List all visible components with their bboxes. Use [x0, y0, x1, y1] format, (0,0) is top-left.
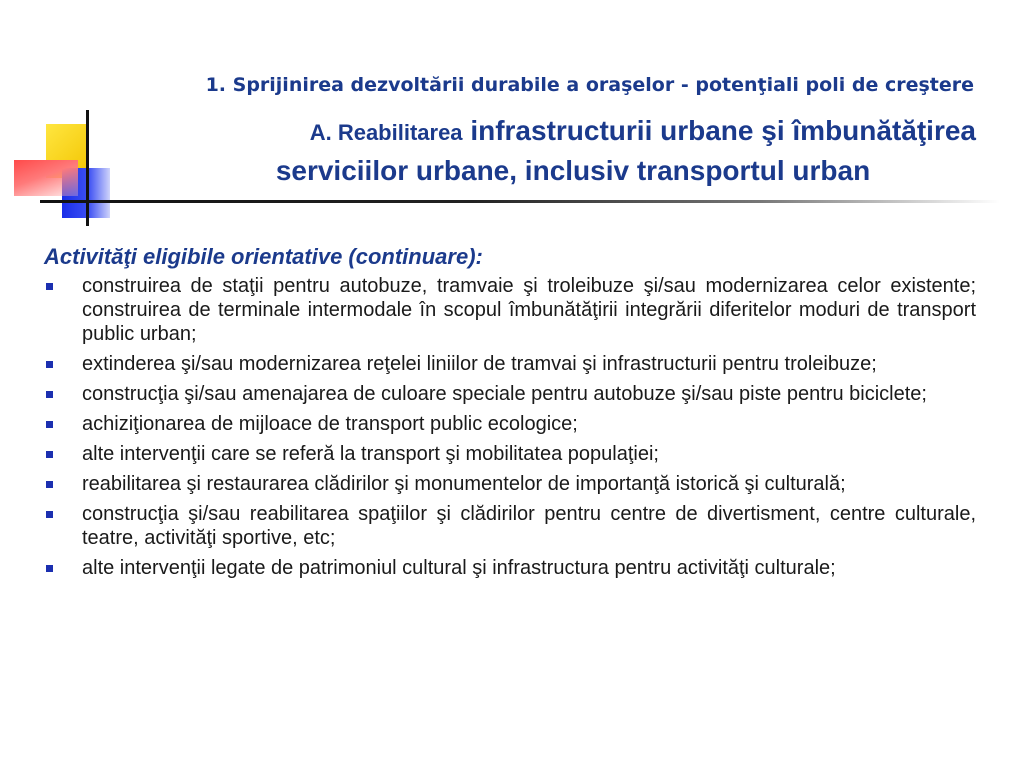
list-item-text: alte intervenţii legate de patrimoniul cultural şi infrastructura pentru activităţi culturale;	[82, 557, 836, 579]
list-item	[44, 352, 976, 376]
title-line-1-rest: infrastructurii urbane şi îmbunătăţirea	[462, 115, 976, 146]
square-bullet-icon	[46, 511, 53, 518]
bullet-list	[44, 274, 976, 580]
list-item-text: alte intervenţii care se referă la transport şi mobilitatea populaţiei;	[82, 443, 659, 465]
square-bullet-icon	[46, 481, 53, 488]
red-square	[14, 160, 78, 196]
list-item-text: construcţia şi/sau reabilitarea spaţiilor şi clădirilor pentru centre de divertisment, centre culturale, teatre, activităţi sportive, etc;	[82, 503, 976, 549]
color-blocks-logo	[0, 0, 160, 240]
section-heading: Activităţi eligibile orientative (continuare):	[44, 244, 483, 269]
list-item-text: extinderea şi/sau modernizarea reţelei liniilor de tramvai şi infrastructurii pentru troleibuze;	[82, 353, 877, 375]
slide-subtitle: 1. Sprijinirea dezvoltării durabile a oraşelor - potenţiali poli de creştere	[205, 74, 974, 96]
list-item-text: achiziţionarea de mijloace de transport public ecologice;	[82, 413, 578, 435]
list-item	[44, 274, 976, 346]
list-item-text: construirea de staţii pentru autobuze, tramvaie şi troleibuze şi/sau modernizarea celor existente; construirea de terminale intermodale în scopul îmbunătăţirii integrării diferitelor moduri de transport public urban;	[82, 275, 976, 345]
list-item	[44, 442, 976, 466]
slide-content	[44, 244, 976, 586]
list-item	[44, 412, 976, 436]
title-underline	[40, 200, 1000, 203]
square-bullet-icon	[46, 391, 53, 398]
square-bullet-icon	[46, 283, 53, 290]
title-line-1	[140, 112, 976, 152]
title-line-2: serviciilor urbane, inclusiv transportul urban	[275, 155, 871, 186]
list-item	[44, 382, 976, 406]
slide-title	[140, 112, 976, 190]
square-bullet-icon	[46, 565, 53, 572]
list-item	[44, 502, 976, 550]
square-bullet-icon	[46, 421, 53, 428]
square-bullet-icon	[46, 451, 53, 458]
list-item-text: reabilitarea şi restaurarea clădirilor şi monumentelor de importanţă istorică şi culturală;	[82, 473, 846, 495]
vertical-divider	[86, 110, 89, 226]
title-prefix: A. Reabilitarea	[309, 120, 463, 145]
list-item	[44, 472, 976, 496]
square-bullet-icon	[46, 361, 53, 368]
list-item-text: construcţia şi/sau amenajarea de culoare speciale pentru autobuze şi/sau piste pentru biciclete;	[82, 383, 927, 405]
list-item	[44, 556, 976, 580]
